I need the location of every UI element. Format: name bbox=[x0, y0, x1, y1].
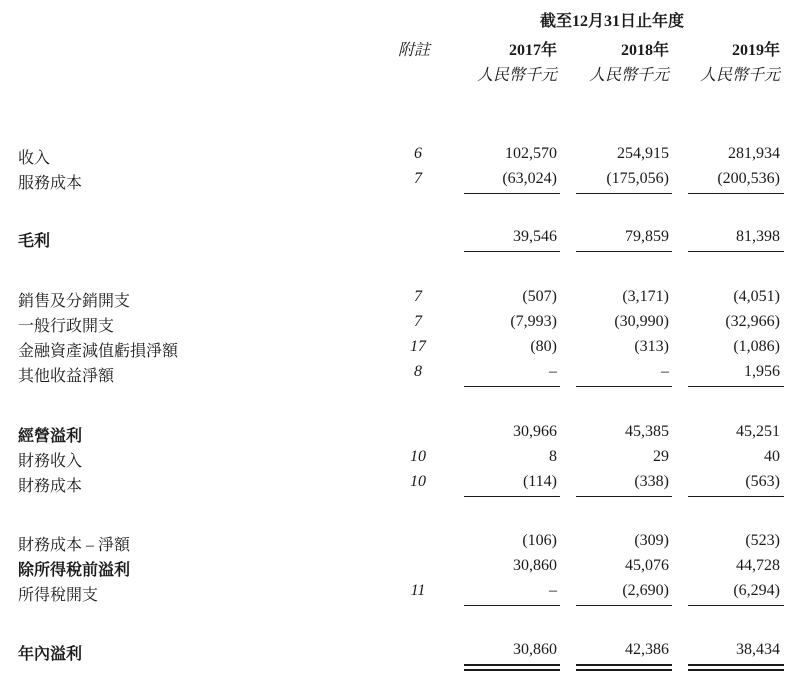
row-value-2018: (338) bbox=[634, 473, 669, 490]
row-value-2019: (200,536) bbox=[717, 170, 780, 187]
row-label: 所得稅開支 bbox=[18, 587, 99, 604]
year-header-2018: 2018年 bbox=[620, 42, 669, 59]
underline-2018 bbox=[576, 193, 672, 194]
row-value-2019: 40 bbox=[764, 448, 780, 465]
row-value-2017: – bbox=[549, 582, 557, 599]
row-value-2019: (6,294) bbox=[733, 582, 780, 599]
underline-2018 bbox=[576, 386, 672, 387]
unit-2019: 人民幣千元 bbox=[699, 67, 780, 84]
row-value-2018: (30,990) bbox=[614, 313, 669, 330]
row-value-2018: (175,056) bbox=[606, 170, 669, 187]
row-value-2018: (2,690) bbox=[622, 582, 669, 599]
row-value-2018: 254,915 bbox=[617, 145, 669, 162]
row-value-2019: 44,728 bbox=[736, 557, 780, 574]
row-label: 財務收入 bbox=[18, 453, 83, 470]
row-label: 除所得稅前溢利 bbox=[18, 562, 131, 579]
row-value-2017: – bbox=[549, 363, 557, 380]
row-note: 17 bbox=[410, 338, 426, 355]
underline-2019 bbox=[688, 193, 784, 194]
underline-2019 bbox=[688, 496, 784, 497]
row-label: 財務成本 bbox=[18, 478, 83, 495]
row-value-2019: (4,051) bbox=[733, 288, 780, 305]
row-value-2017: 30,860 bbox=[513, 641, 557, 658]
row-value-2018: 79,859 bbox=[625, 228, 669, 245]
row-value-2019: 45,251 bbox=[736, 423, 780, 440]
row-value-2018: 45,385 bbox=[625, 423, 669, 440]
row-note: 10 bbox=[410, 473, 426, 490]
row-value-2017: (106) bbox=[522, 532, 557, 549]
note-column-header: 附註 bbox=[398, 42, 431, 59]
underline-2017 bbox=[464, 386, 560, 387]
row-value-2019: (523) bbox=[745, 532, 780, 549]
row-label: 經營溢利 bbox=[18, 428, 83, 445]
underline-2017 bbox=[464, 193, 560, 194]
row-value-2018: 45,076 bbox=[625, 557, 669, 574]
row-value-2019: 38,434 bbox=[736, 641, 780, 658]
double-underline-2018 bbox=[576, 664, 672, 671]
underline-2019 bbox=[688, 605, 784, 606]
row-value-2017: (63,024) bbox=[502, 170, 557, 187]
row-note: 6 bbox=[414, 145, 422, 162]
row-value-2017: 30,966 bbox=[513, 423, 557, 440]
row-label: 其他收益淨額 bbox=[18, 368, 115, 385]
row-value-2017: 102,570 bbox=[505, 145, 557, 162]
underline-2019 bbox=[688, 386, 784, 387]
year-header-2017: 2017年 bbox=[508, 42, 557, 59]
row-value-2017: 39,546 bbox=[513, 228, 557, 245]
row-note: 7 bbox=[414, 313, 422, 330]
underline-2017 bbox=[464, 605, 560, 606]
row-value-2017: 8 bbox=[549, 448, 557, 465]
row-label: 財務成本 – 淨額 bbox=[18, 537, 131, 554]
row-note: 10 bbox=[410, 448, 426, 465]
row-label: 一般行政開支 bbox=[18, 318, 115, 335]
row-value-2019: 281,934 bbox=[728, 145, 780, 162]
row-value-2019: (563) bbox=[745, 473, 780, 490]
row-note: 7 bbox=[414, 170, 422, 187]
row-value-2018: – bbox=[661, 363, 669, 380]
row-value-2018: (313) bbox=[634, 338, 669, 355]
row-label: 銷售及分銷開支 bbox=[18, 293, 131, 310]
row-value-2019: 81,398 bbox=[736, 228, 780, 245]
row-label: 金融資產減值虧損淨額 bbox=[18, 343, 179, 360]
underline-2017 bbox=[464, 251, 560, 252]
year-header-2019: 2019年 bbox=[731, 42, 780, 59]
row-value-2017: 30,860 bbox=[513, 557, 557, 574]
row-value-2019: 1,956 bbox=[744, 363, 780, 380]
row-value-2017: (7,993) bbox=[510, 313, 557, 330]
row-note: 11 bbox=[410, 582, 426, 599]
row-value-2018: 29 bbox=[653, 448, 669, 465]
row-note: 7 bbox=[414, 288, 422, 305]
row-value-2017: (114) bbox=[522, 473, 557, 490]
row-value-2019: (1,086) bbox=[733, 338, 780, 355]
underline-2018 bbox=[576, 605, 672, 606]
row-value-2019: (32,966) bbox=[725, 313, 780, 330]
underline-2017 bbox=[464, 496, 560, 497]
row-value-2017: (507) bbox=[522, 288, 557, 305]
underline-2019 bbox=[688, 251, 784, 252]
row-value-2017: (80) bbox=[530, 338, 557, 355]
row-label: 服務成本 bbox=[18, 175, 83, 192]
underline-2018 bbox=[576, 251, 672, 252]
row-value-2018: (3,171) bbox=[622, 288, 669, 305]
period-title: 截至12月31日止年度 bbox=[540, 13, 685, 30]
row-label: 收入 bbox=[18, 150, 51, 167]
row-label: 年內溢利 bbox=[18, 646, 83, 663]
row-label: 毛利 bbox=[18, 233, 51, 250]
row-note: 8 bbox=[414, 363, 422, 380]
row-value-2018: 42,386 bbox=[625, 641, 669, 658]
underline-2018 bbox=[576, 496, 672, 497]
double-underline-2019 bbox=[688, 664, 784, 671]
unit-2018: 人民幣千元 bbox=[588, 67, 669, 84]
row-value-2018: (309) bbox=[634, 532, 669, 549]
unit-2017: 人民幣千元 bbox=[476, 67, 557, 84]
double-underline-2017 bbox=[464, 664, 560, 671]
